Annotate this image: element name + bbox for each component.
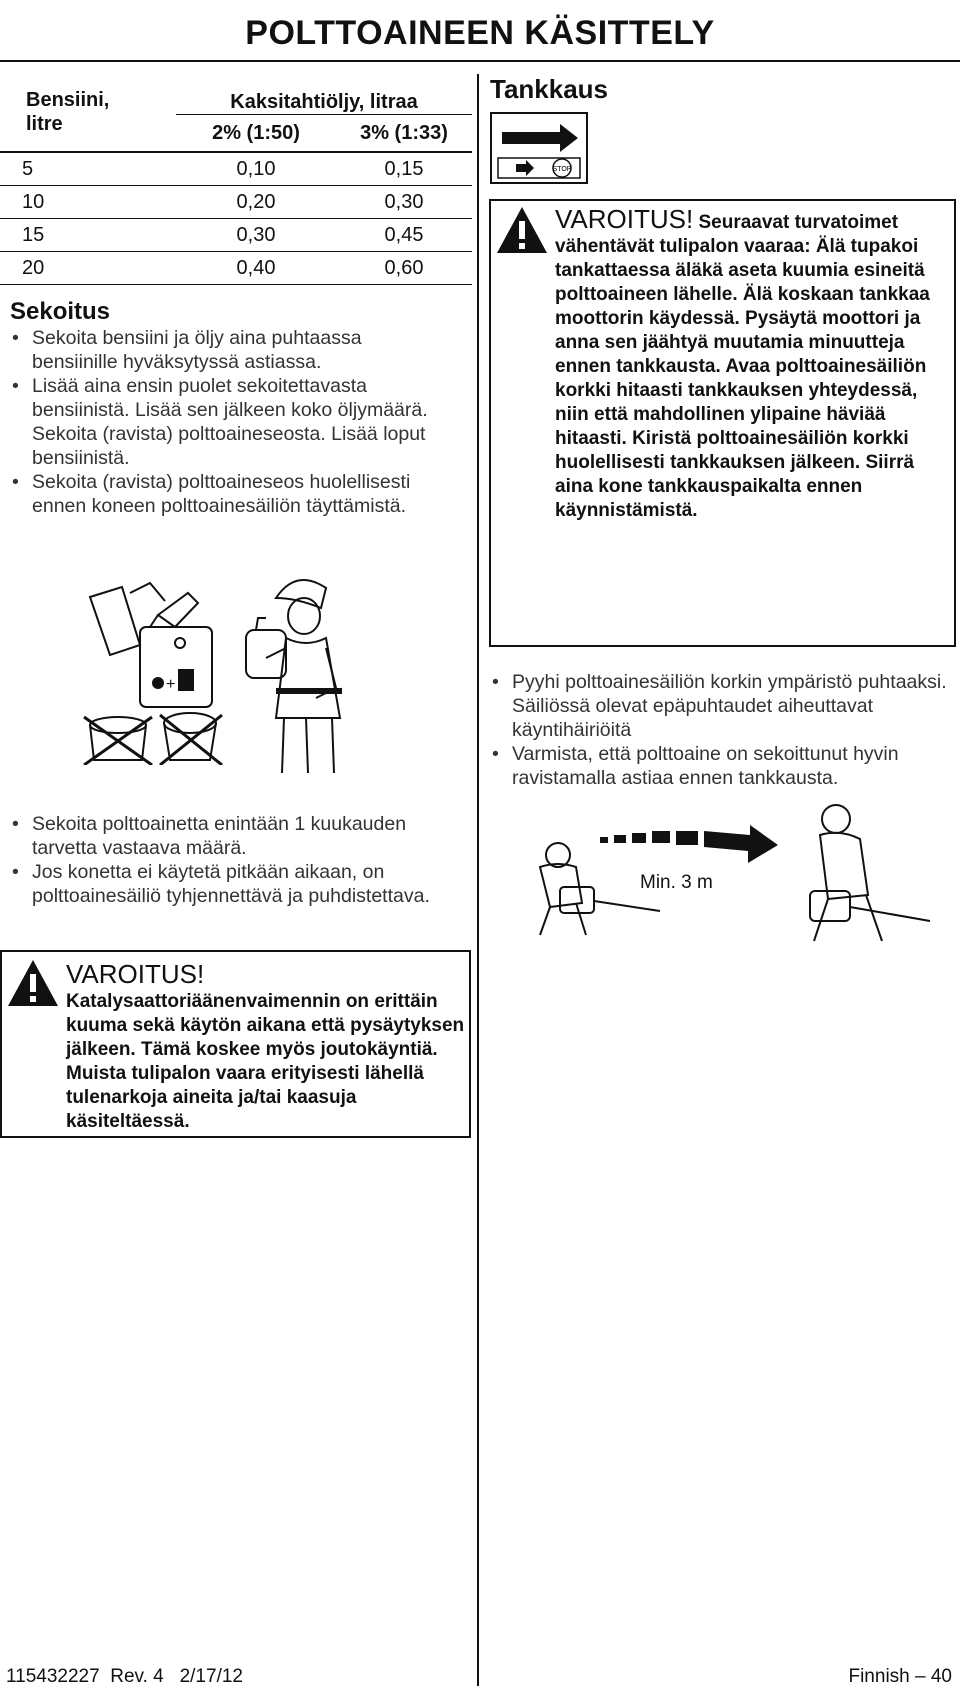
- distance-label: Min. 3 m: [640, 872, 713, 893]
- refuel-arrow-stop-icon: [490, 112, 588, 184]
- warning-text-refuel: [555, 204, 953, 523]
- table-header-oil-group: Kaksitahtiöljy, litraa: [176, 76, 472, 115]
- table-cell: 0,15: [336, 152, 472, 186]
- title-rule: [0, 60, 960, 62]
- table-cell: 0,40: [176, 252, 336, 285]
- table-row: [0, 186, 472, 219]
- table-header-petrol: Bensiini, litre: [0, 76, 176, 152]
- warning-body: Seuraavat turvatoimet vähentävät tulipalon vaaraa: Älä tupakoi tankattaessa äläkä aseta kuumia esineitä polttoaineen lähelle. Älä koskaan tankkaa moottorin käydessä. Pysäytä moottori ja anna sen jäähtyä muutamia minuutteja ennen tankkausta. Avaa polttoainesäiliön korkki hitaasti tankkauksen yhteydessä, niin että mahdollinen ylipaine häviää hitaasti. Kiristä polttoainesäiliön korkki huolellisesti tankkauksen jälkeen. Siirrä aina kone tankkauspaikalta ennen käynnistämistä.: [555, 212, 930, 521]
- table-cell: 5: [0, 152, 176, 186]
- refuel-distance-illustration: [510, 795, 940, 945]
- footer-page-number: Finnish – 40: [848, 1666, 952, 1687]
- table-cell: 0,45: [336, 219, 472, 252]
- table-cell: 15: [0, 219, 176, 252]
- warning-label: VAROITUS!: [555, 204, 694, 234]
- warning-label: VAROITUS!: [66, 959, 205, 989]
- list-item: • Varmista, että polttoaine on sekoittunut hyvin ravistamalla astiaa ennen tankkausta.: [490, 742, 952, 790]
- table-cell: 10: [0, 186, 176, 219]
- table-cell: 0,30: [176, 219, 336, 252]
- column-divider: [477, 74, 479, 1686]
- footer-doc-info: 115432227 Rev. 4 2/17/12: [6, 1666, 243, 1687]
- mixing-cans-illustration: [80, 575, 230, 765]
- stop-sign-label: STOP: [552, 166, 572, 173]
- table-cell: 0,30: [336, 186, 472, 219]
- page-title: POLTTOAINEEN KÄSITTELY: [245, 14, 715, 52]
- warning-triangle-icon: [495, 205, 549, 255]
- list-item: • Lisää aina ensin puolet sekoitettavasta bensiinistä. Lisää sen jälkeen koko öljymäärä. Sekoita (ravista) polttoaineseosta. Lisää loput bensiinistä.: [10, 374, 440, 470]
- sekoitus-heading: Sekoitus: [10, 298, 111, 325]
- table-cell: 0,20: [176, 186, 336, 219]
- table-row: [0, 252, 472, 285]
- list-item: • Sekoita bensiini ja öljy aina puhtaassa bensiinille hyväksytyssä astiassa.: [10, 326, 440, 374]
- sekoitus-bullets-2: [10, 812, 440, 908]
- svg-text:+: +: [166, 676, 176, 693]
- warning-box-muffler: [0, 950, 471, 1138]
- table-row: [0, 152, 472, 186]
- list-item: • Pyyhi polttoainesäiliön korkin ympäristö puhtaaksi. Säiliössä olevat epäpuhtaudet aiheuttavat käyntihäiriöitä: [490, 670, 952, 742]
- sekoitus-bullets: [10, 326, 440, 518]
- list-item: • Sekoita polttoainetta enintään 1 kuukauden tarvetta vastaava määrä.: [10, 812, 440, 860]
- warning-text-muffler: [66, 959, 468, 1134]
- table-cell: 0,10: [176, 152, 336, 186]
- table-row: [0, 219, 472, 252]
- table-header-2pct: 2% (1:50): [176, 115, 336, 153]
- warning-box-refuel: [489, 199, 956, 647]
- person-shaking-can-illustration: [236, 568, 386, 778]
- list-item: • Sekoita (ravista) polttoaineseos huolellisesti ennen koneen polttoainesäiliön täyttämistä.: [10, 470, 440, 518]
- list-item: • Jos konetta ei käytetä pitkään aikaan, on polttoainesäiliö tyhjennettävä ja puhdistettava.: [10, 860, 440, 908]
- table-cell: 20: [0, 252, 176, 285]
- table-header-3pct: 3% (1:33): [336, 115, 472, 153]
- warning-triangle-icon: [6, 958, 60, 1008]
- table-cell: 0,60: [336, 252, 472, 285]
- warning-body: Katalysaattoriäänenvaimennin on erittäin kuuma sekä käytön aikana että pysäytyksen jälkeen. Tämä koskee myös joutokäyntiä. Muista tulipalon vaara erityisesti lähellä tulenarkoja aineita ja/tai kaasuja käsiteltäessä.: [66, 991, 465, 1132]
- tankkaus-heading: Tankkaus: [490, 74, 609, 104]
- tankkaus-bullets: [490, 670, 952, 790]
- fuel-mix-table: [0, 76, 472, 285]
